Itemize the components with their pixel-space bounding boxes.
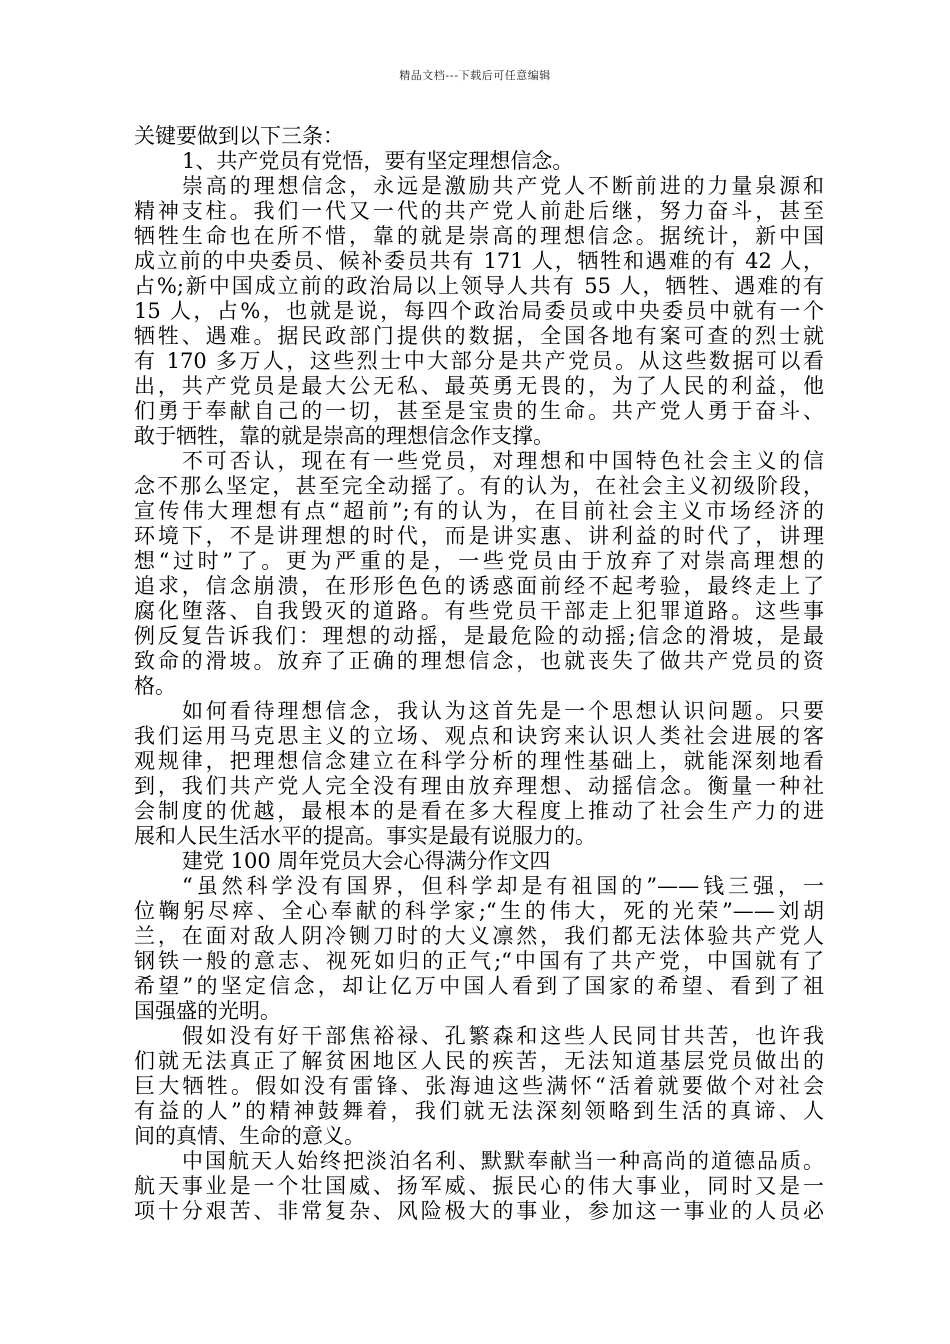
text-line: 成立前的中央委员、候补委员共有 171 人，牺牲和遇难的有 42 人， — [134, 249, 824, 273]
text-line: 腐化堕落、自我毁灭的道路。有些党员干部走上犯罪道路。这些事 — [134, 599, 824, 623]
text-line: 们勇于奉献自己的一切，甚至是宝贵的生命。共产党人勇于奋斗、 — [134, 399, 824, 423]
section-heading: 建党 100 周年党员大会心得满分作文四 — [182, 849, 551, 873]
text-line: 假如没有好干部焦裕禄、孔繁森和这些人民同甘共苦，也许我 — [182, 1024, 824, 1048]
section-heading: 1、共产党员有党悟，要有坚定理想信念。 — [182, 149, 574, 173]
text-line: “虽然科学没有国界，但科学却是有祖国的”——钱三强，一 — [182, 874, 824, 898]
text-line: 中国航天人始终把淡泊名利、默默奉献当一种高尚的道德品质。 — [182, 1149, 824, 1173]
text-line: 位鞠躬尽瘁、全心奉献的科学家;“生的伟大，死的光荣”——刘胡 — [134, 899, 824, 923]
text-line: 航天事业是一个壮国威、扬军威、振民心的伟大事业，同时又是一 — [134, 1174, 824, 1198]
text-line: 不可否认，现在有一些党员，对理想和中国特色社会主义的信 — [182, 449, 824, 473]
document-body — [134, 124, 824, 1224]
page-header: 精品文档---下载后可任意编辑 — [399, 69, 551, 82]
text-line: 牺牲、遇难。据民政部门提供的数据，全国各地有案可查的烈士就 — [134, 324, 824, 348]
text-line: 观规律，把理想信念建立在科学分析的理性基础上，就能深刻地看 — [134, 749, 824, 773]
text-line: 展和人民生活水平的提高。事实是最有说服力的。 — [134, 824, 596, 848]
text-line: 念不那么坚定，甚至完全动摇了。有的认为，在社会主义初级阶段， — [134, 474, 824, 498]
text-line: 崇高的理想信念，永远是激励共产党人不断前进的力量泉源和 — [182, 174, 824, 198]
text-line: 们就无法真正了解贫困地区人民的疾苦，无法知道基层党员做出的 — [134, 1049, 824, 1073]
text-line: 牺牲生命也在所不惜，靠的就是崇高的理想信念。据统计，新中国 — [134, 224, 824, 248]
text-line: 如何看待理想信念，我认为这首先是一个思想认识问题。只要 — [182, 699, 824, 723]
text-line: 钢铁一般的意志、视死如归的正气;“中国有了共产党，中国就有了 — [134, 949, 824, 973]
text-line: 宣传伟大理想有点“超前”;有的认为，在目前社会主义市场经济的 — [134, 499, 824, 523]
text-line: 会制度的优越，最根本的是看在多大程度上推动了社会生产力的进 — [134, 799, 824, 823]
text-line: 想“过时”了。更为严重的是，一些党员由于放弃了对崇高理想的 — [134, 549, 824, 573]
text-line: 有 170 多万人，这些烈士中大部分是共产党员。从这些数据可以看 — [134, 349, 824, 373]
text-line: 格。 — [134, 674, 176, 698]
text-line: 追求，信念崩溃，在形形色色的诱惑面前经不起考验，最终走上了 — [134, 574, 824, 598]
text-line: 15 人，占%，也就是说，每四个政治局委员或中央委员中就有一个 — [134, 299, 824, 323]
text-line: 占%;新中国成立前的政治局以上领导人共有 55 人，牺牲、遇难的有 — [134, 274, 824, 298]
text-line: 项十分艰苦、非常复杂、风险极大的事业，参加这一事业的人员必 — [134, 1199, 824, 1223]
text-line: 出，共产党员是最大公无私、最英勇无畏的，为了人民的利益，他 — [134, 374, 824, 398]
text-line: 国强盛的光明。 — [134, 999, 281, 1023]
text-line: 我们运用马克思主义的立场、观点和诀窍来认识人类社会进展的客 — [134, 724, 824, 748]
text-line: 敢于牺牲，靠的就是崇高的理想信念作支撑。 — [134, 424, 554, 448]
text-line: 致命的滑坡。放弃了正确的理想信念，也就丧失了做共产党员的资 — [134, 649, 824, 673]
text-line: 环境下，不是讲理想的时代，而是讲实惠、讲利益的时代了，讲理 — [134, 524, 824, 548]
text-line: 希望”的坚定信念，却让亿万中国人看到了国家的希望、看到了祖 — [134, 974, 824, 998]
text-line: 巨大牺牲。假如没有雷锋、张海迪这些满怀“活着就要做个对社会 — [134, 1074, 824, 1098]
text-line: 例反复告诉我们：理想的动摇，是最危险的动摇;信念的滑坡，是最 — [134, 624, 824, 648]
text-line: 间的真情、生命的意义。 — [134, 1124, 365, 1148]
text-line: 兰，在面对敌人阴冷铡刀时的大义凛然，我们都无法体验共产党人 — [134, 924, 824, 948]
text-line: 到，我们共产党人完全没有理由放弃理想、动摇信念。衡量一种社 — [134, 774, 824, 798]
text-line: 精神支柱。我们一代又一代的共产党人前赴后继，努力奋斗，甚至 — [134, 199, 824, 223]
text-line: 关键要做到以下三条： — [134, 124, 344, 148]
text-line: 有益的人”的精神鼓舞着，我们就无法深刻领略到生活的真谛、人 — [134, 1099, 824, 1123]
